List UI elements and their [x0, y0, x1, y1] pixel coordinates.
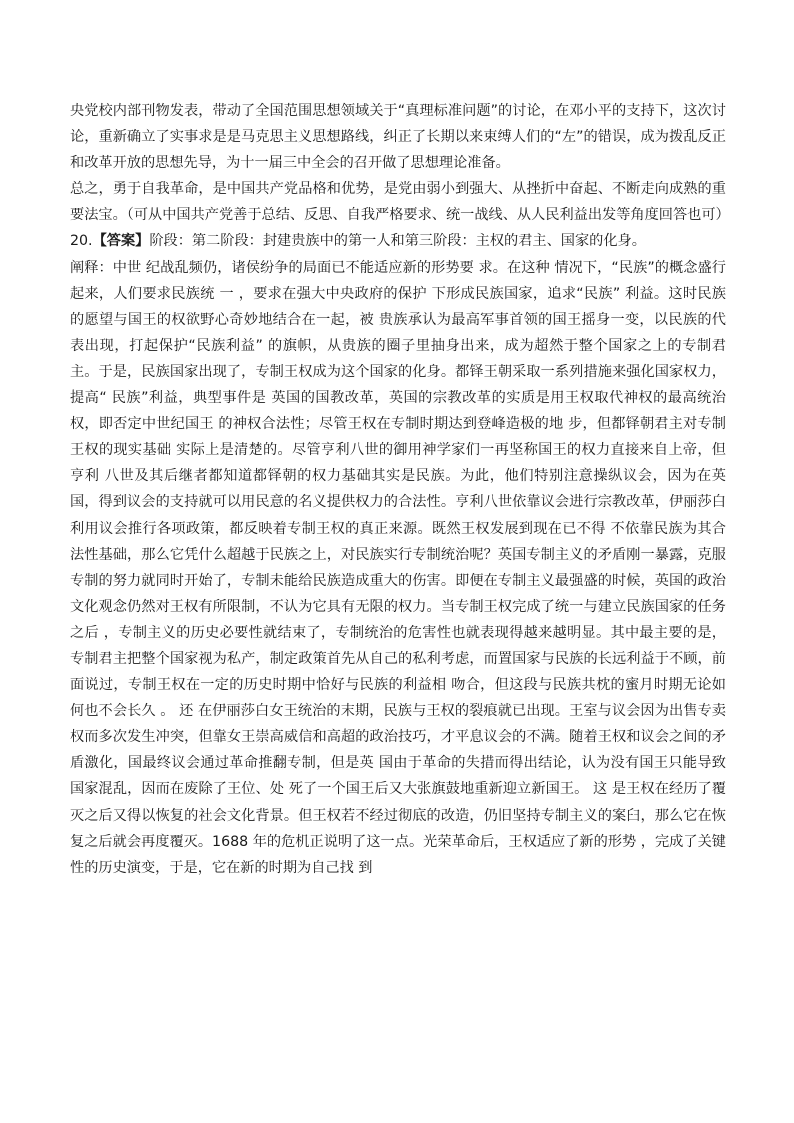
- answer-label: 【答案】: [92, 233, 150, 250]
- document-body: [70, 98, 730, 881]
- paragraph-2: 总之，勇于自我革命，是中国共产党品格和优势，是党由弱小到强大、从挫折中奋起、不断走向成熟的重要法宝。（可从中国共产党善于总结、反思、自我严格要求、统一战线、从人民利益出发等角度回答也可）: [70, 181, 730, 224]
- question-number: 20.: [70, 233, 93, 250]
- question-20-answer: [70, 228, 726, 254]
- paragraph-1: 央党校内部刊物发表，带动了全国范围思想领域关于“真理标准问题”的讨论，在邓小平的支持下，这次讨论，重新确立了实事求是是马克思主义思想路线，纠正了长期以来束缚人们的“左”的错误，成为拨乱反正和改革开放的思想先导，为十一届三中全会的召开做了思想理论准备。: [70, 103, 726, 172]
- explanation-paragraph: 阐释：中世 纪战乱频仍，诸侯纷争的局面已不能适应新的形势要 求。在这种 情况下，“民族”的概念盛行起来，人们要求民族统 一 ，要求在强大中央政府的保护 下形成民族国家，追求“民族” 利益。这时民族的愿望与国王的权欲野心奇妙地结合在一起，被 贵族承认为最高军事首领的国王摇身一变，以民族的代表出现，打起保护“民族利益” 的旗帜，从贵族的圈子里抽身出来，成为超然于整个国家之上的专制君主。于是，民族国家出现了，专制王权成为这个国家的化身。都铎王朝采取一系列措施来强化国家权力，提高“ 民族”利益，典型事件是 英国的国教改革，英国的宗教改革的实质是用王权取代神权的最高统治权，即否定中世纪国王 的神权合法性；尽管王权在专制时期达到登峰造极的地 步，但都铎朝君主对专制王权的现实基础 实际上是清楚的。尽管亨利八世的御用神学家们一再坚称国王的权力直接来自上帝，但亨利 八世及其后继者都知道都铎朝的权力基础其实是民族。为此，他们特别注意操纵议会，因为在英 国，得到议会的支持就可以用民意的名义提供权力的合法性。亨利八世依靠议会进行宗教改革，伊丽莎白利用议会推行各项政策，都反映着专制王权的真正来源。既然王权发展到现在已不得 不依靠民族为其合法性基础，那么它凭什么超越于民族之上，对民族实行专制统治呢？英国专制主义的矛盾刚一暴露，克服专制的努力就同时开始了，专制未能给民族造成重大的伤害。即便在专制主义最强盛的时候，英国的政治文化观念仍然对王权有所限制，不认为它具有无限的权力。当专制王权完成了统一与建立民族国家的任务之后 ，专制主义的历史必要性就结束了，专制统治的危害性也就表现得越来越明显。其中最主要的是，专制君主把整个国家视为私产，制定政策首先从自己的私利考虑，而置国家与民族的长远利益于不顾，前面说过，专制王权在一定的历史时期中恰好与民族的利益相 吻合，但这段与民族共枕的蜜月时期无论如何也不会长久 。 还 在伊丽莎白女王统治的末期，民族与王权的裂痕就已出现。王室与议会因为出售专卖权而多次发生冲突，但靠女王崇高威信和高超的政治技巧，才平息议会的不满。随着王权和议会之间的矛盾激化，国最终议会通过革命推翻专制，但是英 国由于革命的失措而得出结论，认为没有国王只能导致国家混乱，因而在废除了王位、处 死了一个国王后又大张旗鼓地重新迎立新国王。 这 是王权在经历了覆灭之后又得以恢复的社会文化背景。但王权若不经过彻底的改造，仍旧坚持专制主义的案臼，那么它在恢复之后就会再度覆灭。1688 年的危机正说明了这一点。光荣革命后，王权适应了新的形势 ，完成了关键性的历史演变，于是，它在新的时期为自己找 到: [70, 259, 726, 876]
- answer-text: 阶段：第二阶段：封建贵族中的第一人和第三阶段：主权的君主、国家的化身。: [149, 233, 646, 250]
